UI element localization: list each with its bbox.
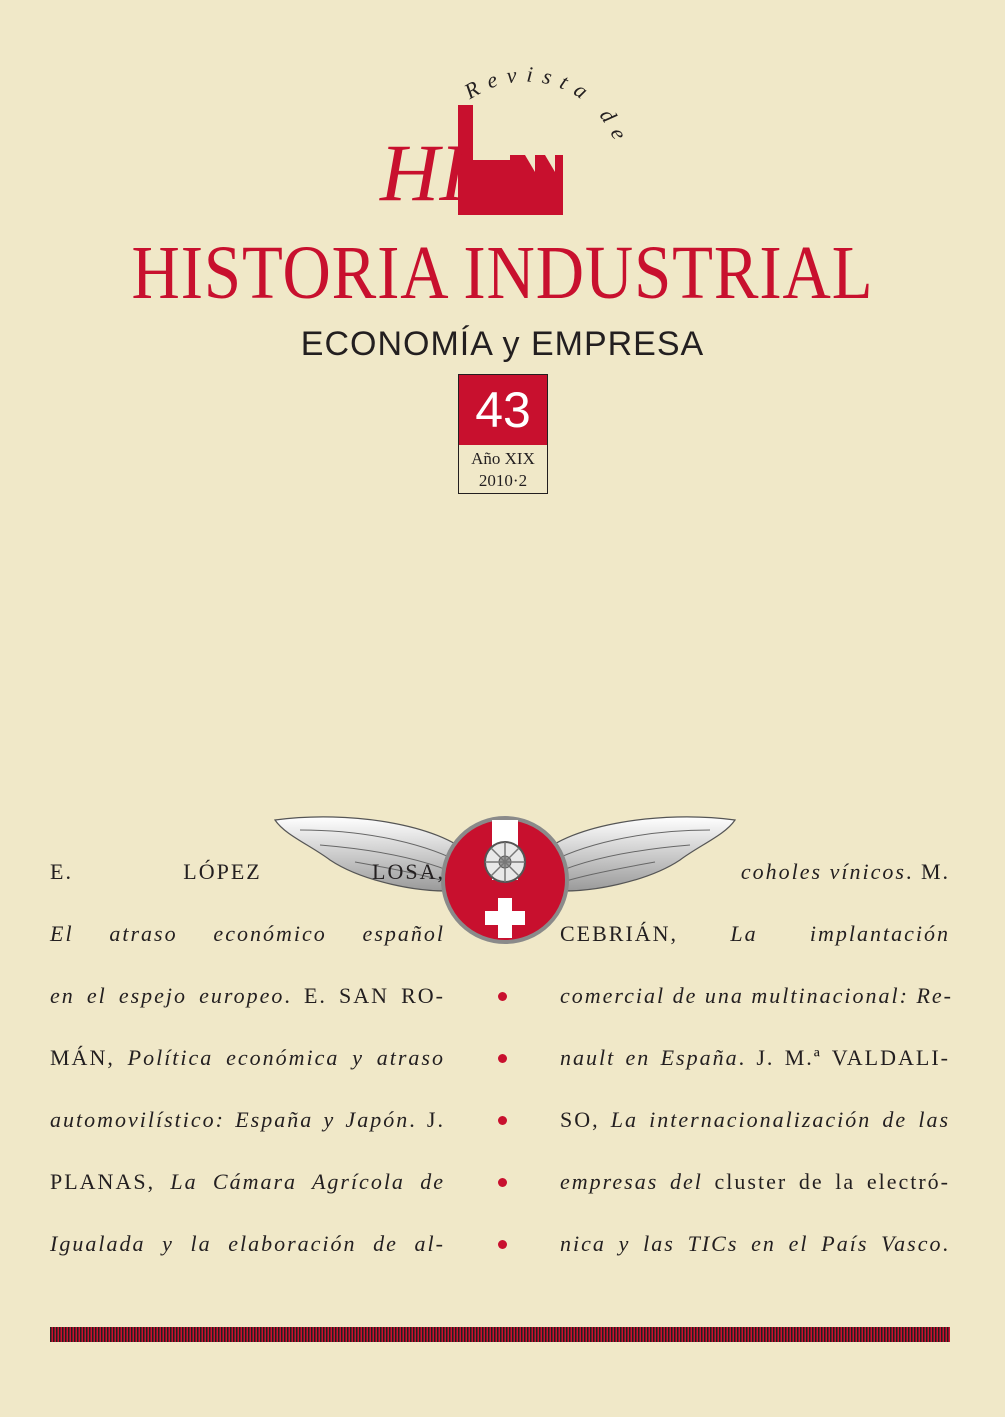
contents-line (50, 1151, 445, 1213)
article-title-text: La Cámara Agrícola de (170, 1169, 445, 1194)
article-title-text: empresas del (560, 1169, 715, 1194)
contents-line (50, 903, 445, 965)
author-text: CEBRIÁN, (560, 921, 731, 946)
factory-logo-icon (360, 60, 650, 230)
author-text: . (942, 1231, 950, 1256)
contents-line (560, 903, 950, 965)
issue-date: 2010·2 (478, 471, 528, 490)
contents-right-column (560, 841, 953, 1275)
author-text: MÁN, (50, 1045, 128, 1070)
author-text: . J. (409, 1107, 445, 1132)
contents-line (560, 1213, 950, 1275)
bullet-dot (498, 1054, 507, 1063)
journal-title: HISTORIA INDUSTRIAL (131, 231, 874, 315)
article-title-text: comercial de una multinacional: Re- (560, 983, 953, 1008)
bullet-dot (498, 1178, 507, 1187)
issue-year: Año XIX (471, 449, 535, 468)
bullet-dot (498, 1116, 507, 1125)
author-text: PLANAS, (50, 1169, 171, 1194)
article-title-text: automovilístico: España y Japón (50, 1107, 410, 1132)
issue-number: 43 (459, 375, 547, 445)
contents-line (560, 841, 950, 903)
article-title-text: La internacionalización de las (610, 1107, 951, 1132)
article-title-text: en el espejo europeo (50, 983, 285, 1008)
contents-line (560, 1027, 950, 1089)
article-title-text: La implantación (730, 921, 950, 946)
journal-subtitle: ECONOMÍA y EMPRESA (300, 325, 705, 363)
author-text: E. LÓPEZ LOSA, (50, 859, 445, 884)
decorative-striped-bar (50, 1327, 950, 1342)
contents-line (560, 965, 953, 1027)
logo-monogram: HI (380, 127, 467, 218)
article-title-text: coholes vínicos (740, 859, 906, 884)
issue-box (458, 374, 548, 494)
svg-text:Revista de (459, 61, 636, 151)
contents-line (50, 1027, 445, 1089)
bullet-dot (498, 1240, 507, 1249)
article-title-text: nault en España (560, 1045, 739, 1070)
bullet-dot (498, 992, 507, 1001)
contents-line (50, 841, 445, 903)
contents-line (50, 965, 445, 1027)
article-title-text: Igualada y la elaboración de al- (50, 1231, 445, 1256)
contents-left-column (50, 841, 445, 1275)
author-text: . J. M.ª VALDALI- (738, 1045, 950, 1070)
article-title-text: El atraso económico español (50, 921, 445, 946)
contents-line (560, 1151, 950, 1213)
author-text: . E. SAN RO- (284, 983, 445, 1008)
contents-line (50, 1213, 445, 1275)
contents-line (560, 1089, 950, 1151)
author-text: . M. (905, 859, 950, 884)
author-text: cluster de la electró- (714, 1169, 950, 1194)
contents-line (50, 1089, 445, 1151)
article-title-text: nica y las TICs en el País Vasco (560, 1231, 943, 1256)
article-title-text: Política económica y atraso (127, 1045, 445, 1070)
author-text: SO, (560, 1107, 611, 1132)
revista-de-text: Revista de (459, 61, 636, 151)
